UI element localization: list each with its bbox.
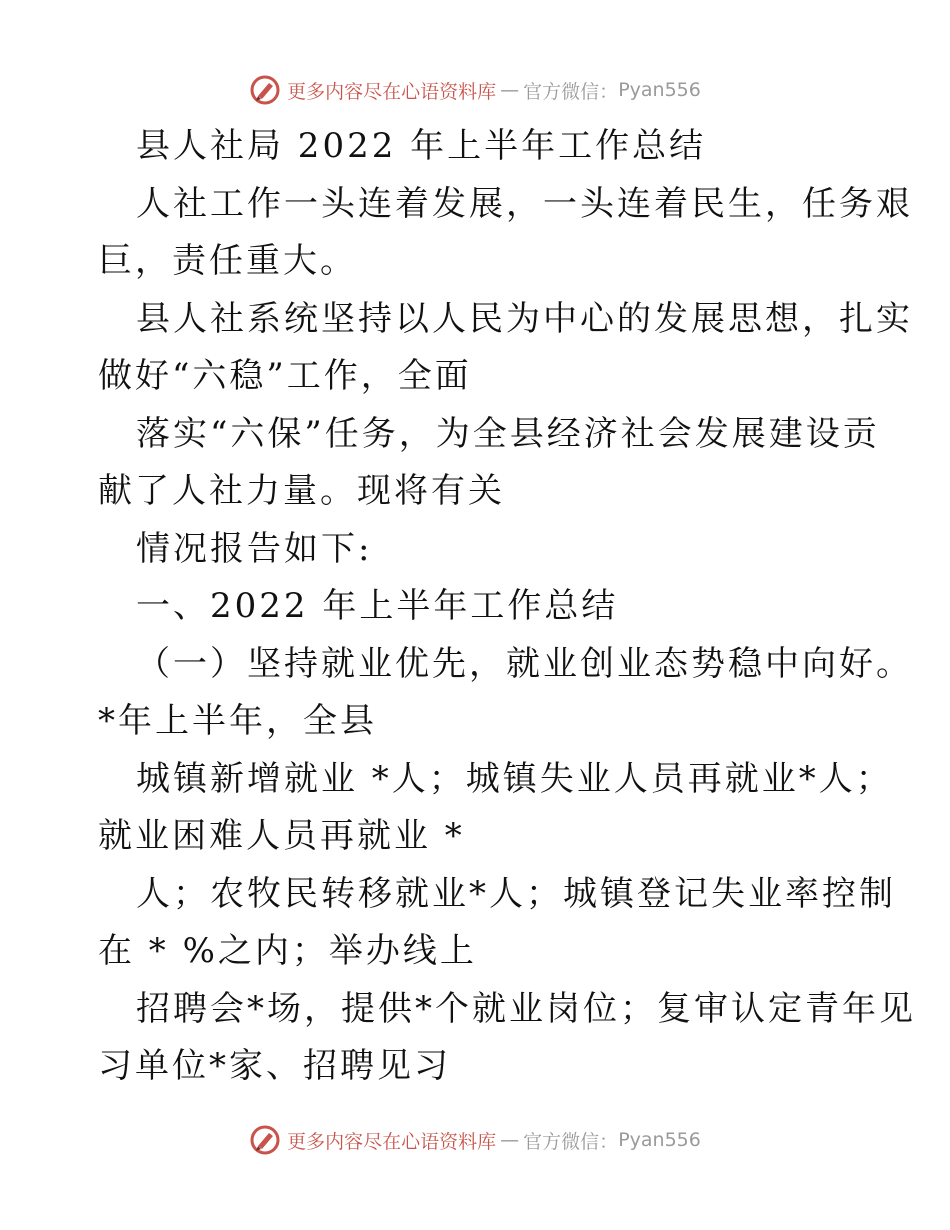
watermark-account-id: Pyan556 [618, 79, 701, 101]
document-body [98, 118, 916, 1096]
document-title: 县人社局 2022 年上半年工作总结 [136, 126, 707, 166]
paragraph-line: 做好“六稳”工作，全面 [98, 356, 472, 396]
header-watermark [0, 72, 950, 108]
watermark-brand: 更多内容尽在心语资料库 [287, 80, 497, 103]
watermark-separator: — [500, 79, 520, 101]
watermark-account-label: 官方微信： [523, 1130, 619, 1153]
paragraph-line: 招聘会*场，提供*个就业岗位；复审认定青年见 [136, 988, 916, 1029]
paragraph-line: 情况报告如下: [136, 528, 373, 569]
paragraph-line: 在 * %之内；举办线上 [98, 931, 477, 971]
paragraph-line: 县人社系统坚持以人民为中心的发展思想，扎实 [136, 298, 913, 339]
paragraph-line: 献了人社力量。现将有关 [98, 471, 505, 511]
paragraph-line: 巨，责任重大。 [98, 241, 357, 281]
paragraph-line: 习单位*家、招聘见习 [98, 1046, 451, 1086]
watermark-account-label: 官方微信： [523, 80, 619, 103]
watermark-account-id: Pyan556 [618, 1129, 701, 1151]
watermark-brand: 更多内容尽在心语资料库 [287, 1130, 497, 1153]
paragraph-line: 落实“六保”任务，为全县经济社会发展建设贡 [136, 413, 880, 454]
pen-circle-icon [249, 74, 281, 106]
paragraph-line: 人；农牧民转移就业*人；城镇登记失业率控制 [136, 873, 896, 914]
paragraph-line: *年上半年，全县 [98, 701, 377, 741]
section-heading: 一、2022 年上半年工作总结 [136, 586, 619, 626]
footer-watermark [0, 1122, 950, 1158]
pen-circle-icon [249, 1124, 281, 1156]
paragraph-line: 就业困难人员再就业 * [98, 816, 465, 856]
watermark-separator: — [500, 1129, 520, 1151]
paragraph-line: 城镇新增就业 *人；城镇失业人员再就业*人； [136, 758, 893, 799]
paragraph-line: 人社工作一头连着发展，一头连着民生，任务艰 [136, 183, 913, 224]
subsection-heading: （一）坚持就业优先，就业创业态势稳中向好。 [136, 643, 913, 684]
